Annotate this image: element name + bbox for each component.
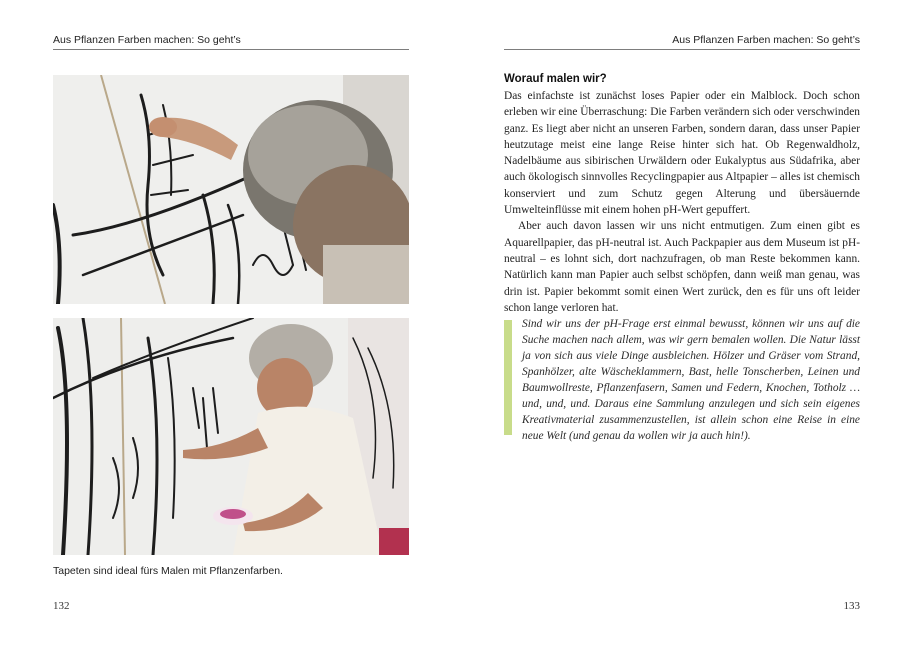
page-number-right: 133 <box>843 600 860 612</box>
body-paragraph-2: Aber auch davon lassen wir uns nicht entmutigen. Zum einen gibt es Aquarellpapier, das pH-neutral ist. Auch Packpapier aus dem Museum ist pH-neutral – es lohnt sich, dort nachzufragen, ob man Reste bekommen kann. Natürlich kann man Papier auch selbst schöpfen, dann weiß man genau, was drin ist. Papier bekommt somit einen Wert zurück, den es für uns oft leider schon lange verloren hat. <box>504 220 860 314</box>
left-running-header: Aus Pflanzen Farben machen: So geht’s <box>53 34 241 46</box>
body-paragraph-1: Das einfachste ist zunächst loses Papier oder ein Malblock. Doch schon erleben wir eine Überraschung: Die Farben verändern sich oder verschwinden ganz. Es liegt aber nicht an unseren Farben, sondern daran, dass unser Papier heutzutage meist eine lange Reise hinter sich hat. Ob Regenwaldholz, Nadelbäume aus sibirischen Urwäldern oder Eukalyptus aus Südafrika, aber auch ökologisch sinnvolles Recyclingpapier aus Altpapier – alles ist chemisch konserviert und zum Schutz gegen Alterung und übersäuernde Umwelteinflüsse mit einem hohen pH-Wert gepuffert. <box>504 90 860 217</box>
right-header-rule <box>504 49 860 50</box>
left-header-rule <box>53 49 409 50</box>
body-text <box>504 88 860 316</box>
photo-artist-drawing-closeup <box>53 75 409 304</box>
right-running-header: Aus Pflanzen Farben machen: So geht’s <box>672 34 860 46</box>
section-heading: Worauf malen wir? <box>504 73 607 85</box>
highlight-quote: Sind wir uns der pH-Frage erst einmal bewusst, können wir uns auf die Suche machen nach allem, was wir gern bemalen wollen. Die Natur lässt ja von sich aus viele Dinge ausbleichen. Hölzer und Gräser vom Strand, Spanhölzer, alte Wäscheklammern, Bast, helle Tonscherben, Leinen und Baumwollreste, Pflanzenfasern, Samen und Federn, Knochen, Totholz … und, und, und. Daraus eine Sammlung anzulegen und sich sein eigenes Kreativmaterial zusammenzustellen, ist allein schon eine Reise in eine neue Welt (und genau da wollen wir ja auch hin!). <box>522 318 860 442</box>
page-number-left: 132 <box>53 600 70 612</box>
photo-artist-painting-wall <box>53 318 409 555</box>
photo-caption: Tapeten sind ideal fürs Malen mit Pflanzenfarben. <box>53 565 283 577</box>
quote-accent-bar <box>504 320 512 435</box>
